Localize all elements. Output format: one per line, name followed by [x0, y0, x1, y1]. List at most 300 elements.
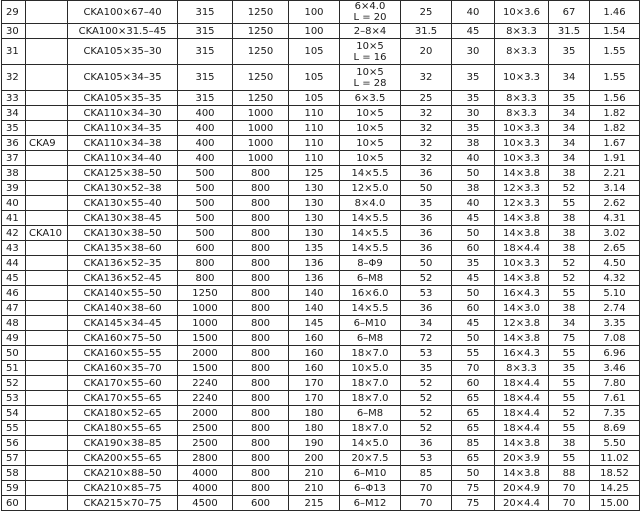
model-cell: CKA100×31.5–45 [68, 24, 178, 39]
value-cell-3: 1000 [178, 301, 233, 316]
value-cell-8: 40 [452, 196, 495, 211]
series-cell [26, 466, 68, 481]
value-cell-3: 800 [178, 271, 233, 286]
value-cell-3: 4000 [178, 481, 233, 496]
value-cell-7: 53 [401, 451, 452, 466]
value-cell-6 [340, 166, 401, 181]
table-row [2, 226, 640, 241]
table-row [2, 436, 640, 451]
value-cell-6 [340, 406, 401, 421]
model-cell: CKA135×38–60 [68, 241, 178, 256]
value-cell-5: 180 [289, 406, 340, 421]
value-cell-7: 52 [401, 271, 452, 286]
value-cell-10: 55 [549, 421, 590, 436]
value-cell-6-line: 6–M10 [353, 317, 387, 329]
value-cell-3: 800 [178, 256, 233, 271]
value-cell-7: 34 [401, 316, 452, 331]
value-cell-6 [340, 481, 401, 496]
value-cell-10: 38 [549, 436, 590, 451]
value-cell-4: 800 [233, 211, 289, 226]
value-cell-10: 52 [549, 406, 590, 421]
value-cell-6-line: 8×4.0 [354, 197, 386, 209]
value-cell-10: 35 [549, 39, 590, 65]
value-cell-11: 1.67 [590, 136, 640, 151]
value-cell-7: 32 [401, 65, 452, 91]
value-cell-6 [340, 346, 401, 361]
value-cell-9: 18×4.4 [495, 391, 549, 406]
value-cell-8: 45 [452, 24, 495, 39]
value-cell-10: 55 [549, 346, 590, 361]
series-cell [26, 151, 68, 166]
value-cell-5: 110 [289, 106, 340, 121]
value-cell-10: 67 [549, 1, 590, 24]
row-number-cell: 52 [2, 376, 26, 391]
value-cell-3: 400 [178, 151, 233, 166]
table-row [2, 376, 640, 391]
value-cell-4: 800 [233, 466, 289, 481]
value-cell-6 [340, 271, 401, 286]
value-cell-8: 40 [452, 1, 495, 24]
value-cell-4: 800 [233, 406, 289, 421]
value-cell-6-line: 18×7.0 [351, 377, 389, 389]
model-cell: CKA105×35–30 [68, 39, 178, 65]
value-cell-10: 34 [549, 316, 590, 331]
value-cell-6 [340, 181, 401, 196]
value-cell-9: 18×4.4 [495, 376, 549, 391]
model-cell: CKA190×38–85 [68, 436, 178, 451]
value-cell-6-line: 14×5.5 [351, 242, 389, 254]
value-cell-9: 8×3.3 [495, 91, 549, 106]
series-cell [26, 39, 68, 65]
value-cell-3: 1000 [178, 316, 233, 331]
series-cell [26, 1, 68, 24]
value-cell-7: 53 [401, 346, 452, 361]
value-cell-6 [340, 196, 401, 211]
value-cell-10: 55 [549, 196, 590, 211]
value-cell-9: 18×4.4 [495, 241, 549, 256]
series-cell [26, 496, 68, 511]
value-cell-6 [340, 466, 401, 481]
value-cell-8: 70 [452, 361, 495, 376]
model-cell: CKA105×34–35 [68, 65, 178, 91]
value-cell-9: 14×3.8 [495, 331, 549, 346]
value-cell-10: 55 [549, 391, 590, 406]
value-cell-6 [340, 39, 401, 65]
series-cell [26, 406, 68, 421]
value-cell-6 [340, 496, 401, 511]
value-cell-11: 1.56 [590, 91, 640, 106]
value-cell-11: 3.35 [590, 316, 640, 331]
value-cell-11: 18.52 [590, 466, 640, 481]
value-cell-7: 72 [401, 331, 452, 346]
value-cell-6 [340, 361, 401, 376]
value-cell-5: 210 [289, 466, 340, 481]
value-cell-9: 8×3.3 [495, 24, 549, 39]
value-cell-6-line: 14×5.5 [351, 167, 389, 179]
row-number-cell: 50 [2, 346, 26, 361]
value-cell-9: 18×4.4 [495, 421, 549, 436]
value-cell-3: 315 [178, 91, 233, 106]
value-cell-8: 65 [452, 391, 495, 406]
value-cell-9: 10×3.6 [495, 1, 549, 24]
model-cell: CKA170×55–65 [68, 391, 178, 406]
value-cell-11: 3.14 [590, 181, 640, 196]
table-row [2, 301, 640, 316]
value-cell-6 [340, 391, 401, 406]
value-cell-5: 140 [289, 286, 340, 301]
value-cell-6 [340, 376, 401, 391]
value-cell-6-line: 14×5.5 [351, 302, 389, 314]
value-cell-4: 800 [233, 196, 289, 211]
value-cell-8: 75 [452, 496, 495, 511]
row-number-cell: 33 [2, 91, 26, 106]
row-number-cell: 36 [2, 136, 26, 151]
value-cell-6-line: L = 20 [353, 12, 387, 23]
series-cell [26, 391, 68, 406]
value-cell-9: 20×3.9 [495, 451, 549, 466]
value-cell-10: 35 [549, 91, 590, 106]
value-cell-6 [340, 211, 401, 226]
value-cell-7: 36 [401, 166, 452, 181]
model-cell: CKA200×55–65 [68, 451, 178, 466]
value-cell-11: 2.62 [590, 196, 640, 211]
value-cell-3: 2000 [178, 346, 233, 361]
value-cell-8: 30 [452, 106, 495, 121]
value-cell-4: 800 [233, 436, 289, 451]
value-cell-5: 210 [289, 481, 340, 496]
value-cell-6 [340, 301, 401, 316]
table-row [2, 481, 640, 496]
value-cell-3: 2240 [178, 376, 233, 391]
table-row [2, 106, 640, 121]
value-cell-7: 31.5 [401, 24, 452, 39]
value-cell-9: 10×3.3 [495, 136, 549, 151]
value-cell-3: 500 [178, 196, 233, 211]
value-cell-5: 136 [289, 271, 340, 286]
value-cell-10: 55 [549, 451, 590, 466]
value-cell-5: 125 [289, 166, 340, 181]
value-cell-3: 1500 [178, 361, 233, 376]
value-cell-5: 110 [289, 121, 340, 136]
row-number-cell: 45 [2, 271, 26, 286]
series-cell [26, 241, 68, 256]
value-cell-9: 8×3.3 [495, 39, 549, 65]
row-number-cell: 51 [2, 361, 26, 376]
value-cell-4: 800 [233, 286, 289, 301]
series-cell [26, 451, 68, 466]
value-cell-9: 16×4.3 [495, 346, 549, 361]
value-cell-10: 38 [549, 211, 590, 226]
value-cell-6-line: 8–Φ9 [357, 257, 383, 269]
value-cell-5: 160 [289, 361, 340, 376]
row-number-cell: 32 [2, 65, 26, 91]
value-cell-6-line: 12×5.0 [351, 182, 389, 194]
value-cell-5: 190 [289, 436, 340, 451]
series-cell: CKA9 [26, 136, 68, 151]
value-cell-8: 35 [452, 65, 495, 91]
value-cell-6-line: 10×5 [356, 66, 384, 78]
value-cell-9: 14×3.0 [495, 301, 549, 316]
table-row [2, 65, 640, 91]
model-cell: CKA160×35–70 [68, 361, 178, 376]
table-row [2, 451, 640, 466]
value-cell-3: 4500 [178, 496, 233, 511]
value-cell-8: 45 [452, 271, 495, 286]
value-cell-7: 50 [401, 181, 452, 196]
value-cell-4: 800 [233, 331, 289, 346]
row-number-cell: 42 [2, 226, 26, 241]
value-cell-6-line: 20×7.5 [351, 452, 389, 464]
table-row [2, 151, 640, 166]
model-cell: CKA180×52–65 [68, 406, 178, 421]
value-cell-7: 70 [401, 481, 452, 496]
series-cell: CKA10 [26, 226, 68, 241]
series-cell [26, 196, 68, 211]
value-cell-11: 4.31 [590, 211, 640, 226]
model-cell: CKA110×34–35 [68, 121, 178, 136]
series-cell [26, 331, 68, 346]
model-cell: CKA105×35–35 [68, 91, 178, 106]
value-cell-4: 1000 [233, 121, 289, 136]
value-cell-7: 52 [401, 391, 452, 406]
value-cell-4: 800 [233, 391, 289, 406]
value-cell-3: 315 [178, 65, 233, 91]
value-cell-9: 10×3.3 [495, 121, 549, 136]
model-cell: CKA145×34–45 [68, 316, 178, 331]
row-number-cell: 53 [2, 391, 26, 406]
value-cell-7: 36 [401, 436, 452, 451]
value-cell-3: 2800 [178, 451, 233, 466]
value-cell-4: 800 [233, 376, 289, 391]
row-number-cell: 37 [2, 151, 26, 166]
value-cell-8: 45 [452, 211, 495, 226]
value-cell-3: 500 [178, 226, 233, 241]
value-cell-5: 105 [289, 65, 340, 91]
value-cell-6 [340, 226, 401, 241]
value-cell-9: 10×3.3 [495, 151, 549, 166]
value-cell-11: 11.02 [590, 451, 640, 466]
value-cell-10: 55 [549, 286, 590, 301]
value-cell-11: 1.82 [590, 106, 640, 121]
value-cell-6-line: 6–M8 [356, 272, 384, 284]
value-cell-5: 100 [289, 1, 340, 24]
value-cell-4: 800 [233, 421, 289, 436]
value-cell-6 [340, 24, 401, 39]
value-cell-11: 4.32 [590, 271, 640, 286]
table-row [2, 406, 640, 421]
row-number-cell: 40 [2, 196, 26, 211]
value-cell-11: 1.46 [590, 1, 640, 24]
value-cell-7: 32 [401, 136, 452, 151]
value-cell-7: 35 [401, 361, 452, 376]
value-cell-5: 136 [289, 256, 340, 271]
model-cell: CKA180×55–65 [68, 421, 178, 436]
value-cell-6 [340, 65, 401, 91]
value-cell-10: 38 [549, 226, 590, 241]
table-row [2, 331, 640, 346]
value-cell-10: 34 [549, 106, 590, 121]
row-number-cell: 43 [2, 241, 26, 256]
row-number-cell: 39 [2, 181, 26, 196]
value-cell-10: 38 [549, 301, 590, 316]
value-cell-9: 12×3.3 [495, 181, 549, 196]
value-cell-7: 52 [401, 406, 452, 421]
table-row [2, 241, 640, 256]
value-cell-5: 160 [289, 331, 340, 346]
value-cell-4: 800 [233, 361, 289, 376]
value-cell-8: 35 [452, 256, 495, 271]
value-cell-8: 50 [452, 166, 495, 181]
value-cell-3: 600 [178, 241, 233, 256]
value-cell-8: 50 [452, 331, 495, 346]
value-cell-5: 130 [289, 211, 340, 226]
value-cell-5: 130 [289, 226, 340, 241]
model-cell: CKA130×55–40 [68, 196, 178, 211]
value-cell-11: 3.46 [590, 361, 640, 376]
value-cell-6 [340, 286, 401, 301]
value-cell-4: 800 [233, 181, 289, 196]
value-cell-9: 18×4.4 [495, 406, 549, 421]
value-cell-4: 800 [233, 166, 289, 181]
series-cell [26, 166, 68, 181]
value-cell-11: 7.61 [590, 391, 640, 406]
value-cell-5: 180 [289, 421, 340, 436]
value-cell-10: 38 [549, 166, 590, 181]
model-cell: CKA110×34–40 [68, 151, 178, 166]
value-cell-6 [340, 421, 401, 436]
series-cell [26, 376, 68, 391]
value-cell-10: 35 [549, 361, 590, 376]
value-cell-9: 8×3.3 [495, 361, 549, 376]
model-cell: CKA136×52–45 [68, 271, 178, 286]
table-row [2, 181, 640, 196]
value-cell-8: 38 [452, 181, 495, 196]
value-cell-3: 315 [178, 1, 233, 24]
table-row [2, 421, 640, 436]
row-number-cell: 58 [2, 466, 26, 481]
series-cell [26, 436, 68, 451]
value-cell-5: 105 [289, 91, 340, 106]
value-cell-6-line: L = 28 [353, 77, 387, 89]
table-row [2, 196, 640, 211]
value-cell-8: 65 [452, 406, 495, 421]
series-cell [26, 481, 68, 496]
value-cell-6 [340, 151, 401, 166]
value-cell-6-line: 6–M10 [353, 467, 387, 479]
value-cell-4: 800 [233, 346, 289, 361]
value-cell-4: 800 [233, 481, 289, 496]
value-cell-8: 65 [452, 451, 495, 466]
value-cell-6-line: 14×5.5 [351, 227, 389, 239]
value-cell-9: 14×3.8 [495, 211, 549, 226]
value-cell-11: 1.91 [590, 151, 640, 166]
value-cell-6-line: 18×7.0 [351, 347, 389, 359]
value-cell-11: 8.69 [590, 421, 640, 436]
value-cell-6 [340, 1, 401, 24]
value-cell-7: 70 [401, 496, 452, 511]
value-cell-4: 1000 [233, 106, 289, 121]
table-row [2, 39, 640, 65]
value-cell-6-line: L = 16 [353, 51, 387, 63]
value-cell-9: 10×3.3 [495, 256, 549, 271]
table-row [2, 91, 640, 106]
value-cell-6-line: 18×7.0 [351, 422, 389, 434]
value-cell-11: 5.50 [590, 436, 640, 451]
model-cell: CKA100×67–40 [68, 1, 178, 24]
value-cell-11: 1.54 [590, 24, 640, 39]
value-cell-11: 7.80 [590, 376, 640, 391]
value-cell-10: 34 [549, 151, 590, 166]
value-cell-11: 15.00 [590, 496, 640, 511]
value-cell-7: 52 [401, 421, 452, 436]
series-cell [26, 91, 68, 106]
value-cell-4: 800 [233, 301, 289, 316]
value-cell-10: 52 [549, 256, 590, 271]
row-number-cell: 34 [2, 106, 26, 121]
value-cell-6-line: 18×7.0 [351, 392, 389, 404]
value-cell-10: 75 [549, 331, 590, 346]
value-cell-10: 52 [549, 271, 590, 286]
value-cell-6-line: 6–M8 [356, 407, 384, 419]
series-cell [26, 211, 68, 226]
table-row [2, 316, 640, 331]
value-cell-9: 14×3.8 [495, 166, 549, 181]
value-cell-3: 400 [178, 136, 233, 151]
table-row [2, 286, 640, 301]
model-cell: CKA110×34–30 [68, 106, 178, 121]
model-cell: CKA110×34–38 [68, 136, 178, 151]
value-cell-7: 36 [401, 226, 452, 241]
value-cell-7: 25 [401, 1, 452, 24]
value-cell-11: 1.55 [590, 39, 640, 65]
value-cell-7: 25 [401, 91, 452, 106]
value-cell-6 [340, 106, 401, 121]
value-cell-3: 1500 [178, 331, 233, 346]
value-cell-8: 50 [452, 466, 495, 481]
value-cell-5: 145 [289, 316, 340, 331]
value-cell-6 [340, 241, 401, 256]
value-cell-4: 1250 [233, 91, 289, 106]
value-cell-11: 14.25 [590, 481, 640, 496]
model-cell: CKA125×38–50 [68, 166, 178, 181]
value-cell-3: 315 [178, 24, 233, 39]
value-cell-8: 38 [452, 136, 495, 151]
row-number-cell: 41 [2, 211, 26, 226]
value-cell-7: 85 [401, 466, 452, 481]
value-cell-6-line: 6×3.5 [354, 92, 386, 104]
value-cell-8: 60 [452, 301, 495, 316]
value-cell-6-line: 10×5 [356, 137, 384, 149]
value-cell-5: 200 [289, 451, 340, 466]
row-number-cell: 56 [2, 436, 26, 451]
value-cell-4: 800 [233, 256, 289, 271]
value-cell-7: 32 [401, 106, 452, 121]
value-cell-6-line: 10×5 [356, 40, 384, 52]
model-cell: CKA210×85–75 [68, 481, 178, 496]
value-cell-8: 60 [452, 376, 495, 391]
row-number-cell: 49 [2, 331, 26, 346]
value-cell-5: 130 [289, 196, 340, 211]
value-cell-7: 36 [401, 301, 452, 316]
value-cell-6-line: 10×5.0 [351, 362, 389, 374]
value-cell-4: 1000 [233, 136, 289, 151]
value-cell-3: 2240 [178, 391, 233, 406]
series-cell [26, 316, 68, 331]
value-cell-7: 32 [401, 151, 452, 166]
value-cell-7: 53 [401, 286, 452, 301]
value-cell-5: 110 [289, 151, 340, 166]
value-cell-6 [340, 451, 401, 466]
